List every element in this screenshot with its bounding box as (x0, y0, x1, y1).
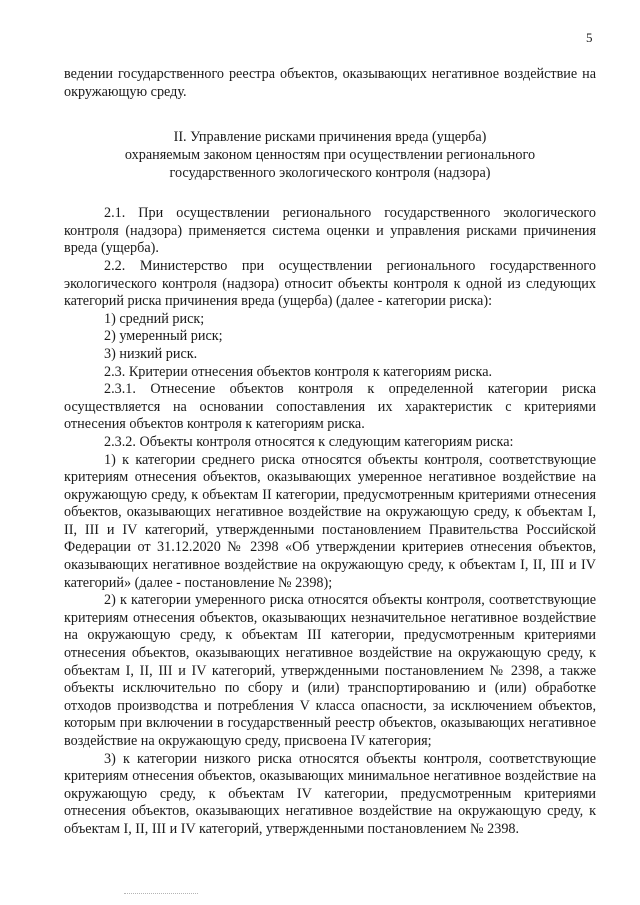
document-body (64, 66, 596, 839)
section-heading (64, 128, 596, 182)
list-item-low-risk: 3) низкий риск. (104, 345, 198, 362)
page-number: 5 (586, 30, 593, 45)
paragraph-2-2: 2.2. Министерство при осуществлении регионального государственного экологического контроля (надзора) относит объекты контроля к одной из следующих категорий риска причинения вреда (ущерба) (далее - категории риска): (64, 257, 596, 310)
scan-artifact (124, 893, 198, 894)
category-medium-risk-paragraph: 1) к категории среднего риска относятся объекты контроля, соответствующие критериям отнесения объектов, оказывающих умеренное негативное воздействие на окружающую среду, к объектам II категории, предусмотренным критериями отнесения объектов, оказывающих негативное воздействие на окружающую среду, к объектам I, II, III и IV категорий, утвержденными постановлением Правительства Российской Федерации от 31.12.2020 № 2398 «Об утверждении критериев отнесения объектов, оказывающих негативное воздействие на окружающую среду, к объектам I, II, III и IV категорий» (далее - постановление № 2398); (64, 451, 596, 591)
section-heading-line: государственного экологического контроля (надзора) (169, 165, 491, 182)
section-heading-line: II. Управление рисками причинения вреда (ущерба) (173, 129, 487, 146)
list-item-moderate-risk: 2) умеренный риск; (104, 328, 223, 345)
category-low-risk-paragraph: 3) к категории низкого риска относятся объекты контроля, соответствующие критериям отнесения объектов, оказывающих минимальное негативное воздействие на окружающую среду, к объектам IV категории, предусмотренным критериями отнесения объектов, оказывающих негативное воздействие на окружающую среду, к объектам I, II, III и IV категорий, утвержденными постановлением № 2398. (64, 750, 596, 837)
paragraph-2-3-1: 2.3.1. Отнесение объектов контроля к определенной категории риска осуществляется на основании сопоставления их характеристик с критериями отнесения объектов контроля к категориям риска. (64, 381, 596, 433)
continuation-paragraph: ведении государственного реестра объектов, оказывающих негативное воздействие на окружающую среду. (64, 66, 596, 100)
category-moderate-risk-paragraph: 2) к категории умеренного риска относятся объекты контроля, соответствующие критериям отнесения объектов, оказывающих незначительное негативное воздействие на окружающую среду, к объектам III категории, предусмотренным критериями отнесения объектов, оказывающих негативное воздействие на окружающую среду, к объектам I, II, III и IV категорий, утвержденными постановлением № 2398, а также объекты исключительно по сбору и (или) транспортированию и (или) обработке отходов производства и потребления V класса опасности, за исключением объектов, которым при включении в государственный реестр объектов, оказывающих негативное воздействие на окружающую среду, присвоена IV категория; (64, 592, 596, 749)
section-heading-line: охраняемым законом ценностям при осуществлении регионального (124, 147, 536, 164)
paragraph-2-3: 2.3. Критерии отнесения объектов контроля к категориям риска. (104, 363, 493, 380)
list-item-medium-risk: 1) средний риск; (104, 310, 205, 327)
paragraph-2-1: 2.1. При осуществлении регионального государственного экологического контроля (надзора) применяется система оценки и управления рисками причинения вреда (ущерба). (64, 205, 596, 257)
paragraph-2-3-2: 2.3.2. Объекты контроля относятся к следующим категориям риска: (104, 433, 514, 450)
